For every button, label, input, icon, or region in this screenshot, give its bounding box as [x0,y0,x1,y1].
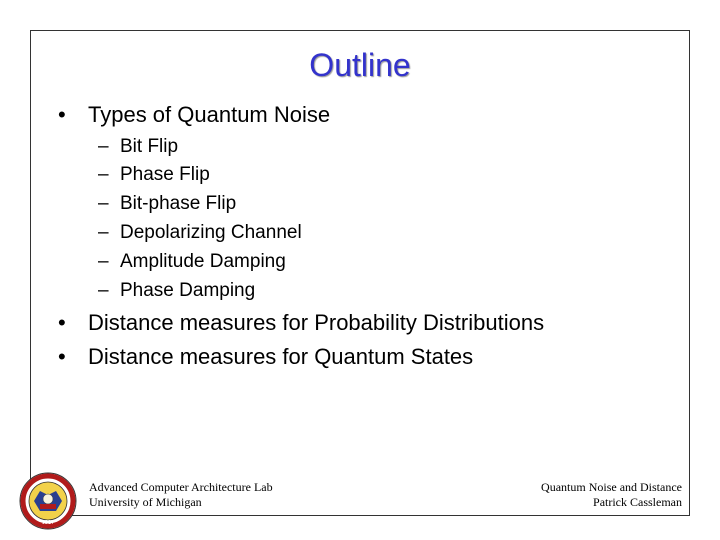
sub-item-text: Bit-phase Flip [120,193,237,214]
bullet-item [58,310,544,336]
dash-symbol: – [98,222,109,243]
sub-item [98,164,210,186]
footer-lab-name: Advanced Computer Architecture Lab [89,480,273,494]
sub-item [98,280,255,302]
bullet-symbol: • [58,310,66,335]
bullet-item [58,102,330,128]
sub-item-text: Amplitude Damping [120,251,286,272]
dash-symbol: – [98,164,109,185]
slide-title: Outline [309,47,411,83]
footer-left [89,480,273,510]
bullet-text: Distance measures for Probability Distributions [88,310,545,335]
sub-item-text: Bit Flip [120,136,179,157]
bullet-text: Types of Quantum Noise [88,102,331,127]
sub-item-text: Phase Damping [120,280,256,301]
bullet-text: Distance measures for Quantum States [88,344,474,369]
footer-topic: Quantum Noise and Distance [541,480,682,494]
dash-symbol: – [98,193,109,214]
university-seal-icon [18,471,78,531]
dash-symbol: – [98,136,109,157]
sub-item [98,193,236,215]
bullet-symbol: • [58,102,66,127]
sub-item-text: Phase Flip [120,164,210,185]
bullet-symbol: • [58,344,66,369]
sub-item [98,136,178,158]
footer-author: Patrick Cassleman [593,495,682,509]
bullet-item [58,344,473,370]
seal-year: 1817 [41,520,55,526]
dash-symbol: – [98,251,109,272]
sub-item [98,251,286,273]
dash-symbol: – [98,280,109,301]
sub-item-text: Depolarizing Channel [120,222,302,243]
footer-university: University of Michigan [89,495,202,509]
sub-item [98,222,302,244]
footer-right [541,480,682,510]
